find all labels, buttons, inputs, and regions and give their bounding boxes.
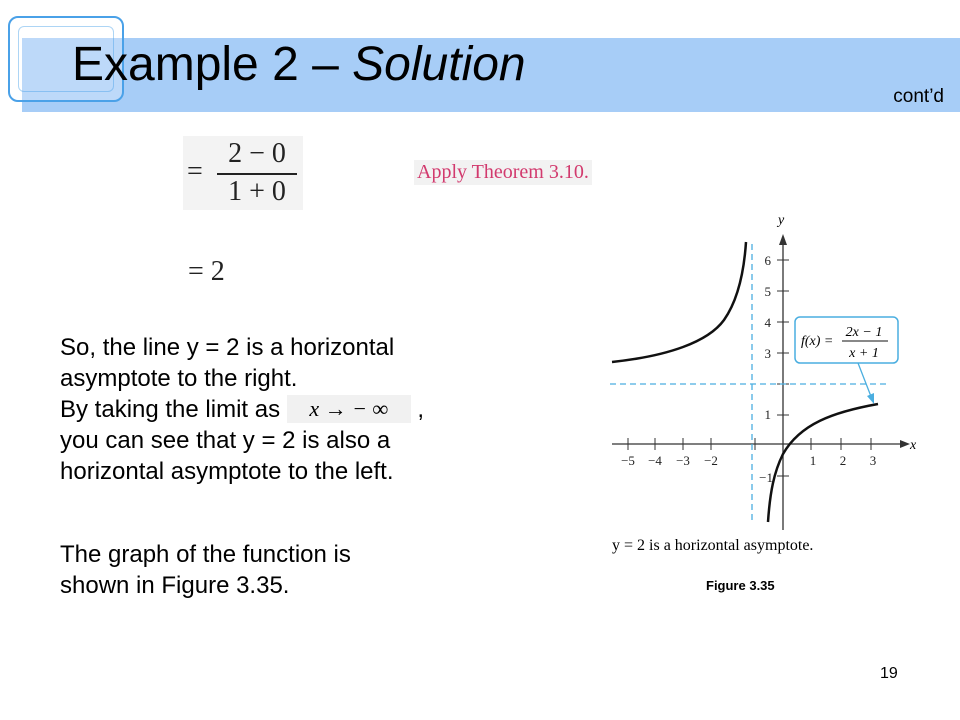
pointer-arrowhead <box>867 393 874 404</box>
slide-title <box>72 34 526 96</box>
explanation-paragraph <box>60 332 424 487</box>
x-tick-label: −5 <box>621 453 635 468</box>
limit-expression: x → − ∞ <box>287 395 411 423</box>
y-tick-label: −1 <box>759 470 773 485</box>
theorem-note: Apply Theorem 3.10. <box>414 160 592 185</box>
equals-sign: = <box>187 156 203 187</box>
text-line-3-pre: By taking the limit as <box>60 396 287 423</box>
fraction-bar <box>217 173 297 175</box>
y-tick-label: 4 <box>764 315 771 330</box>
x-tick-label: 3 <box>869 453 877 468</box>
curve-right-branch <box>768 404 878 522</box>
curve-left-branch <box>612 242 746 362</box>
y-tick-label: 5 <box>764 284 771 299</box>
fraction-numerator: 2 − 0 <box>228 138 286 169</box>
x-tick-labels <box>621 453 876 468</box>
text-line-5: horizontal asymptote to the left. <box>60 458 394 485</box>
function-label-numerator: 2x − 1 <box>845 325 883 340</box>
figure-caption: y = 2 is a horizontal asymptote. <box>612 537 814 554</box>
function-graph <box>608 212 920 564</box>
y-tick-label: 6 <box>764 253 771 268</box>
function-label-pointer <box>858 363 872 399</box>
x-tick-label: 2 <box>839 453 847 468</box>
title-main: Example 2 – <box>72 38 353 91</box>
page-number: 19 <box>880 665 898 682</box>
y-tick-label: 1 <box>764 407 771 422</box>
x-tick-label: −2 <box>704 453 718 468</box>
function-label-lhs: f(x) = <box>801 334 834 349</box>
y-axis-label: y <box>778 213 785 228</box>
figure-label: Figure 3.35 <box>706 578 775 593</box>
x-tick-label: 1 <box>809 453 817 468</box>
y-axis-arrow <box>779 234 787 245</box>
text-line-3-post: , <box>410 396 425 423</box>
x-tick-label: −3 <box>676 453 690 468</box>
text-line-7: shown in Figure 3.35. <box>60 572 290 599</box>
x-tick-label: −4 <box>648 453 662 468</box>
fraction-equation <box>183 136 303 210</box>
x-axis-arrow <box>900 440 910 448</box>
text-line-4: you can see that y = 2 is also a <box>60 427 391 454</box>
y-tick-label: 3 <box>764 346 771 361</box>
title-italic: Solution <box>352 38 526 91</box>
text-line-2: asymptote to the right. <box>60 365 298 392</box>
text-line-6: The graph of the function is <box>60 541 351 568</box>
function-label-denominator: x + 1 <box>849 346 879 361</box>
continued-label: cont’d <box>893 86 944 107</box>
x-axis-label: x <box>910 438 917 453</box>
text-line-3 <box>60 394 424 425</box>
figure-reference-paragraph <box>60 539 351 601</box>
fraction-denominator: 1 + 0 <box>228 176 286 207</box>
text-line-1: So, the line y = 2 is a horizontal <box>60 334 395 361</box>
result-equation: = 2 <box>188 256 225 287</box>
y-tick-labels <box>759 253 773 485</box>
